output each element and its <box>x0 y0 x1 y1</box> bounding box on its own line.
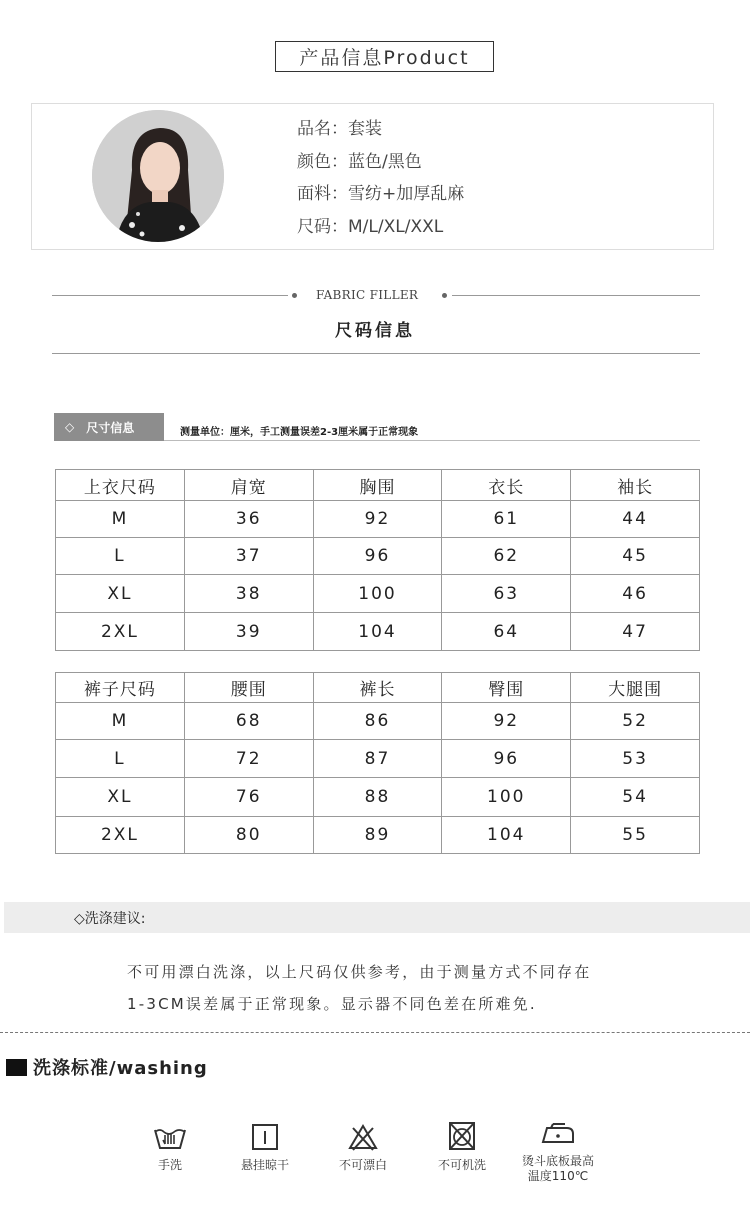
table-cell: 88 <box>313 778 442 817</box>
table-cell: 104 <box>442 817 571 854</box>
wash-label: 悬挂晾干 <box>240 1158 289 1172</box>
square-bullet-icon <box>6 1059 27 1076</box>
advice-text <box>127 956 687 1020</box>
product-fabric: 面料：雪纺+加厚乱麻 <box>297 184 465 204</box>
table-cell: L <box>56 740 185 778</box>
table-cell: 100 <box>442 778 571 817</box>
section-underline <box>52 353 700 354</box>
table-row <box>56 740 700 778</box>
divider-line-right <box>452 295 700 296</box>
size-info-label: 尺寸信息 <box>86 420 135 435</box>
table-cell: 62 <box>442 538 571 575</box>
table-header-cell: 裤长 <box>313 673 442 703</box>
table-cell: XL <box>56 575 185 613</box>
section-title: 尺码信息 <box>335 321 415 341</box>
wash-symbol-hang-dry <box>220 1122 310 1173</box>
table-cell: XL <box>56 778 185 817</box>
table-cell: 92 <box>442 703 571 740</box>
wash-label: 不可机洗 <box>437 1158 486 1172</box>
table-cell: 68 <box>184 703 313 740</box>
table-row <box>56 703 700 740</box>
divider-line-left <box>52 295 288 296</box>
table-row <box>56 778 700 817</box>
table-cell: 2XL <box>56 613 185 651</box>
washing-header <box>6 1054 208 1080</box>
top-size-table <box>55 469 700 651</box>
table-cell: 54 <box>571 778 700 817</box>
table-cell: 72 <box>184 740 313 778</box>
table-header-cell: 衣长 <box>442 470 571 501</box>
table-cell: 52 <box>571 703 700 740</box>
table-header-row <box>56 673 700 703</box>
wash-symbol-iron <box>513 1120 603 1184</box>
wash-label: 手洗 <box>157 1158 182 1172</box>
table-cell: 47 <box>571 613 700 651</box>
wash-symbol-no-machine-wash <box>417 1120 507 1173</box>
divider-dot-right <box>442 293 447 298</box>
page-title: 产品信息Product <box>275 41 494 72</box>
table-cell: M <box>56 703 185 740</box>
table-cell: 45 <box>571 538 700 575</box>
wash-label-line: 烫斗底板最高 <box>521 1154 594 1168</box>
table-header-cell: 上衣尺码 <box>56 470 185 501</box>
table-header-cell: 肩宽 <box>184 470 313 501</box>
wash-label-line: 温度110℃ <box>527 1169 589 1183</box>
table-row <box>56 538 700 575</box>
product-info <box>297 113 464 243</box>
table-cell: 76 <box>184 778 313 817</box>
no-bleach-icon <box>347 1122 379 1152</box>
table-cell: 46 <box>571 575 700 613</box>
table-cell: 64 <box>442 613 571 651</box>
iron-low-icon <box>539 1120 577 1148</box>
table-cell: 100 <box>313 575 442 613</box>
divider-dot-left <box>292 293 297 298</box>
advice-title: ◇洗涤建议: <box>74 911 146 927</box>
table-cell: 53 <box>571 740 700 778</box>
wash-label <box>522 1154 594 1184</box>
table-row <box>56 501 700 538</box>
table-cell: 36 <box>184 501 313 538</box>
model-photo <box>92 110 224 242</box>
wash-label: 不可漂白 <box>338 1158 387 1172</box>
table-cell: 44 <box>571 501 700 538</box>
product-name: 品名：套装 <box>297 119 382 139</box>
dashed-divider <box>0 1032 750 1033</box>
wash-symbol-no-bleach <box>318 1122 408 1173</box>
washing-title: 洗涤标准/washing <box>33 1058 208 1079</box>
hand-wash-icon <box>152 1122 188 1152</box>
table-header-cell: 胸围 <box>313 470 442 501</box>
table-header-cell: 臀围 <box>442 673 571 703</box>
table-cell: M <box>56 501 185 538</box>
table-cell: 96 <box>442 740 571 778</box>
table-header-cell: 袖长 <box>571 470 700 501</box>
advice-line: 1-3CM误差属于正常现象。显示器不同色差在所难免. <box>127 995 537 1013</box>
table-cell: 39 <box>184 613 313 651</box>
pants-size-table <box>55 672 700 854</box>
table-cell: 63 <box>442 575 571 613</box>
product-size: 尺码：M/L/XL/XXL <box>297 216 444 237</box>
table-cell: 80 <box>184 817 313 854</box>
product-color: 颜色：蓝色/黑色 <box>297 151 422 172</box>
table-row <box>56 613 700 651</box>
table-cell: 55 <box>571 817 700 854</box>
table-cell: 38 <box>184 575 313 613</box>
fabric-filler-label: FABRIC FILLER <box>316 288 419 302</box>
advice-line: 不可用漂白洗涤，以上尺码仅供参考，由于测量方式不同存在 <box>127 963 592 981</box>
table-cell: 92 <box>313 501 442 538</box>
table-cell: L <box>56 538 185 575</box>
table-cell: 61 <box>442 501 571 538</box>
table-cell: 2XL <box>56 817 185 854</box>
table-row <box>56 575 700 613</box>
table-cell: 86 <box>313 703 442 740</box>
table-header-cell: 大腿围 <box>571 673 700 703</box>
table-header-cell: 腰围 <box>184 673 313 703</box>
table-cell: 96 <box>313 538 442 575</box>
table-cell: 104 <box>313 613 442 651</box>
diamond-icon: ◇ <box>65 420 75 434</box>
table-row <box>56 817 700 854</box>
wash-symbol-hand-wash <box>125 1122 215 1173</box>
table-header-row <box>56 470 700 501</box>
no-machine-wash-icon <box>446 1120 478 1152</box>
hang-dry-icon <box>250 1122 280 1152</box>
table-header-cell: 裤子尺码 <box>56 673 185 703</box>
size-info-tag <box>54 413 164 441</box>
table-cell: 87 <box>313 740 442 778</box>
tag-underline <box>164 440 700 441</box>
measurement-note: 测量单位：厘米，手工测量误差2-3厘米属于正常现象 <box>180 427 419 438</box>
table-cell: 37 <box>184 538 313 575</box>
table-cell: 89 <box>313 817 442 854</box>
